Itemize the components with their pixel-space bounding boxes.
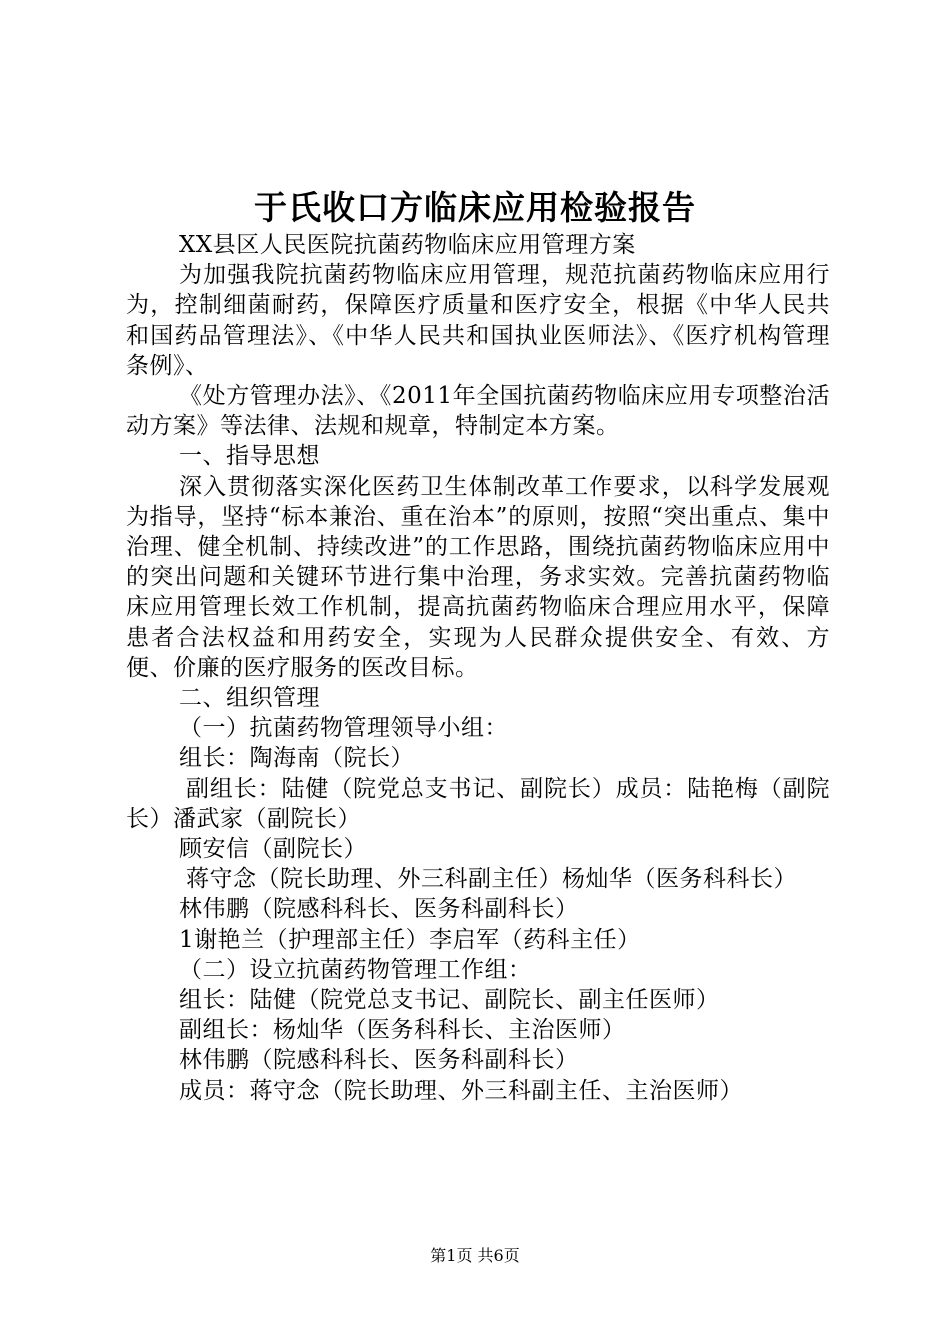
leader-line: 组长：陶海南（院长） — [179, 745, 414, 772]
heading-organization: 二、组织管理 — [179, 685, 320, 712]
document-body — [126, 230, 830, 1106]
paragraph-intro-continued: 《处方管理办法》、《2011年全国抗菌药物临床应用专项整治活动方案》等法律、法规和规章，特制定本方案。 — [126, 383, 830, 440]
page-number: 第1页 共6页 — [430, 1246, 520, 1265]
document-title: 于氏收口方临床应用检验报告 — [254, 188, 696, 227]
working-group-leader-line: 组长：陆健（院党总支书记、副院长、副主任医师） — [179, 987, 720, 1014]
paragraph-plan-name: XX县区人民医院抗菌药物临床应用管理方案 — [179, 232, 636, 258]
paragraph-intro: 为加强我院抗菌药物临床应用管理，规范抗菌药物临床应用行为，控制细菌耐药，保障医疗质量和医疗安全，根据《中华人民共和国药品管理法》、《中华人民共和国执业医师法》、《医疗机构管理条例》、 — [126, 262, 830, 379]
member-line: 林伟鹏（院感科科长、医务科副科长） — [179, 896, 579, 923]
member-line: 1谢艳兰（护理部主任）李启军（药科主任） — [179, 926, 641, 953]
subheading-leadership-group: （一）抗菌药物管理领导小组： — [179, 715, 508, 742]
member-line: 顾安信（副院长） — [179, 836, 367, 863]
heading-guiding-ideology: 一、指导思想 — [179, 443, 320, 470]
deputy-leader-line: 副组长：陆健（院党总支书记、副院长）成员：陆艳梅（副院长）潘武家（副院长） — [126, 775, 830, 832]
working-group-member-line: 成员：蒋守念（院长助理、外三科副主任、主治医师） — [179, 1077, 743, 1104]
paragraph-guiding-ideology: 深入贯彻落实深化医药卫生体制改革工作要求，以科学发展观为指导，坚持“标本兼治、重在治本”的原则，按照“突出重点、集中治理、健全机制、持续改进”的工作思路，围绕抗菌药物临床应用中的突出问题和关键环节进行集中治理，务求实效。完善抗菌药物临床应用管理长效工作机制，提高抗菌药物临床合理应用水平，保障患者合法权益和用药安全，实现为人民群众提供安全、有效、方便、价廉的医疗服务的医改目标。 — [126, 473, 830, 681]
member-line: 蒋守念（院长助理、外三科副主任）杨灿华（医务科科长） — [186, 866, 797, 893]
subheading-working-group: （二）设立抗菌药物管理工作组： — [179, 956, 532, 983]
working-group-member-line: 林伟鹏（院感科科长、医务科副科长） — [179, 1047, 579, 1074]
working-group-deputy-line: 副组长：杨灿华（医务科科长、主治医师） — [179, 1017, 626, 1044]
